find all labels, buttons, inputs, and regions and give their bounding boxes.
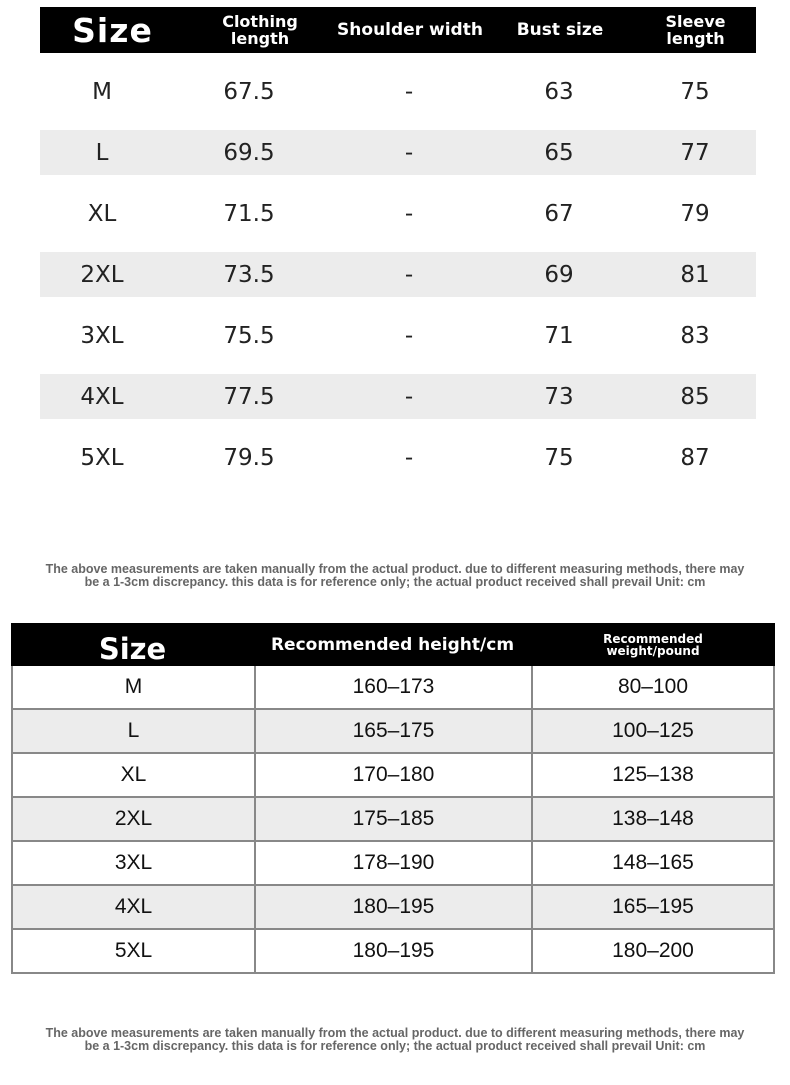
table-row [13, 796, 773, 840]
table-row [40, 374, 756, 419]
cell-size: XL [120, 763, 147, 786]
cell-height: 160–173 [254, 666, 531, 708]
cell-bust: 63 [544, 78, 574, 105]
cell-size: 2XL [114, 807, 153, 830]
cell-size: 3XL [80, 322, 124, 349]
cell-size: 2XL [80, 261, 124, 288]
measurement-table-body [40, 69, 756, 480]
header-sleeve-length [635, 13, 756, 47]
cell-size: XL [87, 200, 117, 227]
header-sleeve-length-line2: length [666, 29, 725, 48]
recommendation-table-body [11, 666, 775, 974]
cell-height: 180–195 [254, 886, 531, 928]
measurement-note-bottom-line2: be a 1-3cm discrepancy. this data is for reference only; the actual product received shall prevail Unit: cm [84, 1039, 706, 1053]
cell-weight: 165–195 [531, 886, 773, 928]
cell-bust: 73 [544, 383, 574, 410]
table-row [13, 666, 773, 708]
cell-sleeve: 83 [680, 322, 710, 349]
header-bust-size: Bust size [516, 19, 604, 40]
cell-sleeve: 81 [680, 261, 710, 288]
cell-weight: 125–138 [531, 754, 773, 796]
table-row [40, 435, 756, 480]
table-row [40, 252, 756, 297]
cell-weight: 138–148 [531, 798, 773, 840]
measurement-note-line2: be a 1-3cm discrepancy. this data is for reference only; the actual product received shall prevail Unit: cm [84, 575, 706, 589]
measurement-table-header [40, 7, 756, 53]
table-row [40, 313, 756, 358]
cell-shoulder: - [404, 444, 414, 471]
header-recommended-weight-line1: Recommended [603, 631, 703, 646]
cell-size: 5XL [80, 444, 124, 471]
cell-shoulder: - [404, 200, 414, 227]
cell-shoulder: - [404, 261, 414, 288]
cell-shoulder: - [404, 78, 414, 105]
header-shoulder-width: Shoulder width [337, 19, 483, 40]
measurement-note [0, 563, 790, 589]
cell-sleeve: 85 [680, 383, 710, 410]
header-sleeve-length-line1: Sleeve [665, 12, 726, 31]
cell-shoulder: - [404, 322, 414, 349]
cell-size: L [95, 139, 109, 166]
cell-size: 4XL [114, 895, 153, 918]
header-recommended-weight-line2: weight/pound [606, 643, 700, 658]
cell-size: M [124, 675, 143, 698]
cell-shoulder: - [404, 139, 414, 166]
cell-size: 4XL [80, 383, 124, 410]
cell-weight: 100–125 [531, 710, 773, 752]
cell-size: 3XL [114, 851, 153, 874]
table-row [40, 69, 756, 114]
recommendation-table-header [11, 623, 775, 666]
table-row [13, 708, 773, 752]
cell-weight: 180–200 [531, 930, 773, 972]
cell-sleeve: 87 [680, 444, 710, 471]
cell-length: 69.5 [223, 139, 275, 166]
cell-size: 5XL [114, 939, 153, 962]
recommendation-table [11, 623, 775, 974]
measurement-note-line1: The above measurements are taken manually from the actual product. due to different measuring methods, there may [45, 562, 745, 576]
cell-height: 170–180 [254, 754, 531, 796]
cell-bust: 71 [544, 322, 574, 349]
cell-length: 71.5 [223, 200, 275, 227]
header-size: Size [98, 631, 167, 666]
cell-height: 178–190 [254, 842, 531, 884]
cell-sleeve: 79 [680, 200, 710, 227]
header-clothing-length-line1: Clothing [222, 12, 298, 31]
cell-weight: 148–165 [531, 842, 773, 884]
header-recommended-weight [531, 633, 775, 657]
cell-weight: 80–100 [531, 666, 773, 708]
measurement-table [40, 7, 756, 496]
header-size: Size [72, 10, 153, 50]
header-clothing-length-line2: length [230, 29, 290, 48]
header-clothing-length [185, 13, 335, 47]
cell-height: 175–185 [254, 798, 531, 840]
cell-sleeve: 75 [680, 78, 710, 105]
cell-length: 75.5 [223, 322, 275, 349]
cell-bust: 67 [544, 200, 574, 227]
measurement-note-bottom-line1: The above measurements are taken manually from the actual product. due to different measuring methods, there may [45, 1026, 745, 1040]
cell-length: 67.5 [223, 78, 275, 105]
cell-height: 165–175 [254, 710, 531, 752]
table-row [40, 191, 756, 236]
table-row [13, 840, 773, 884]
cell-length: 73.5 [223, 261, 275, 288]
cell-height: 180–195 [254, 930, 531, 972]
cell-size: M [92, 78, 112, 105]
cell-size: L [127, 719, 140, 742]
cell-shoulder: - [404, 383, 414, 410]
header-recommended-height: Recommended height/cm [270, 634, 515, 655]
table-row [13, 752, 773, 796]
table-row [13, 928, 773, 972]
cell-bust: 75 [544, 444, 574, 471]
cell-bust: 65 [544, 139, 574, 166]
cell-length: 79.5 [223, 444, 275, 471]
table-row [13, 884, 773, 928]
cell-sleeve: 77 [680, 139, 710, 166]
table-row [40, 130, 756, 175]
cell-bust: 69 [544, 261, 574, 288]
cell-length: 77.5 [223, 383, 275, 410]
measurement-note-bottom [0, 1027, 790, 1053]
